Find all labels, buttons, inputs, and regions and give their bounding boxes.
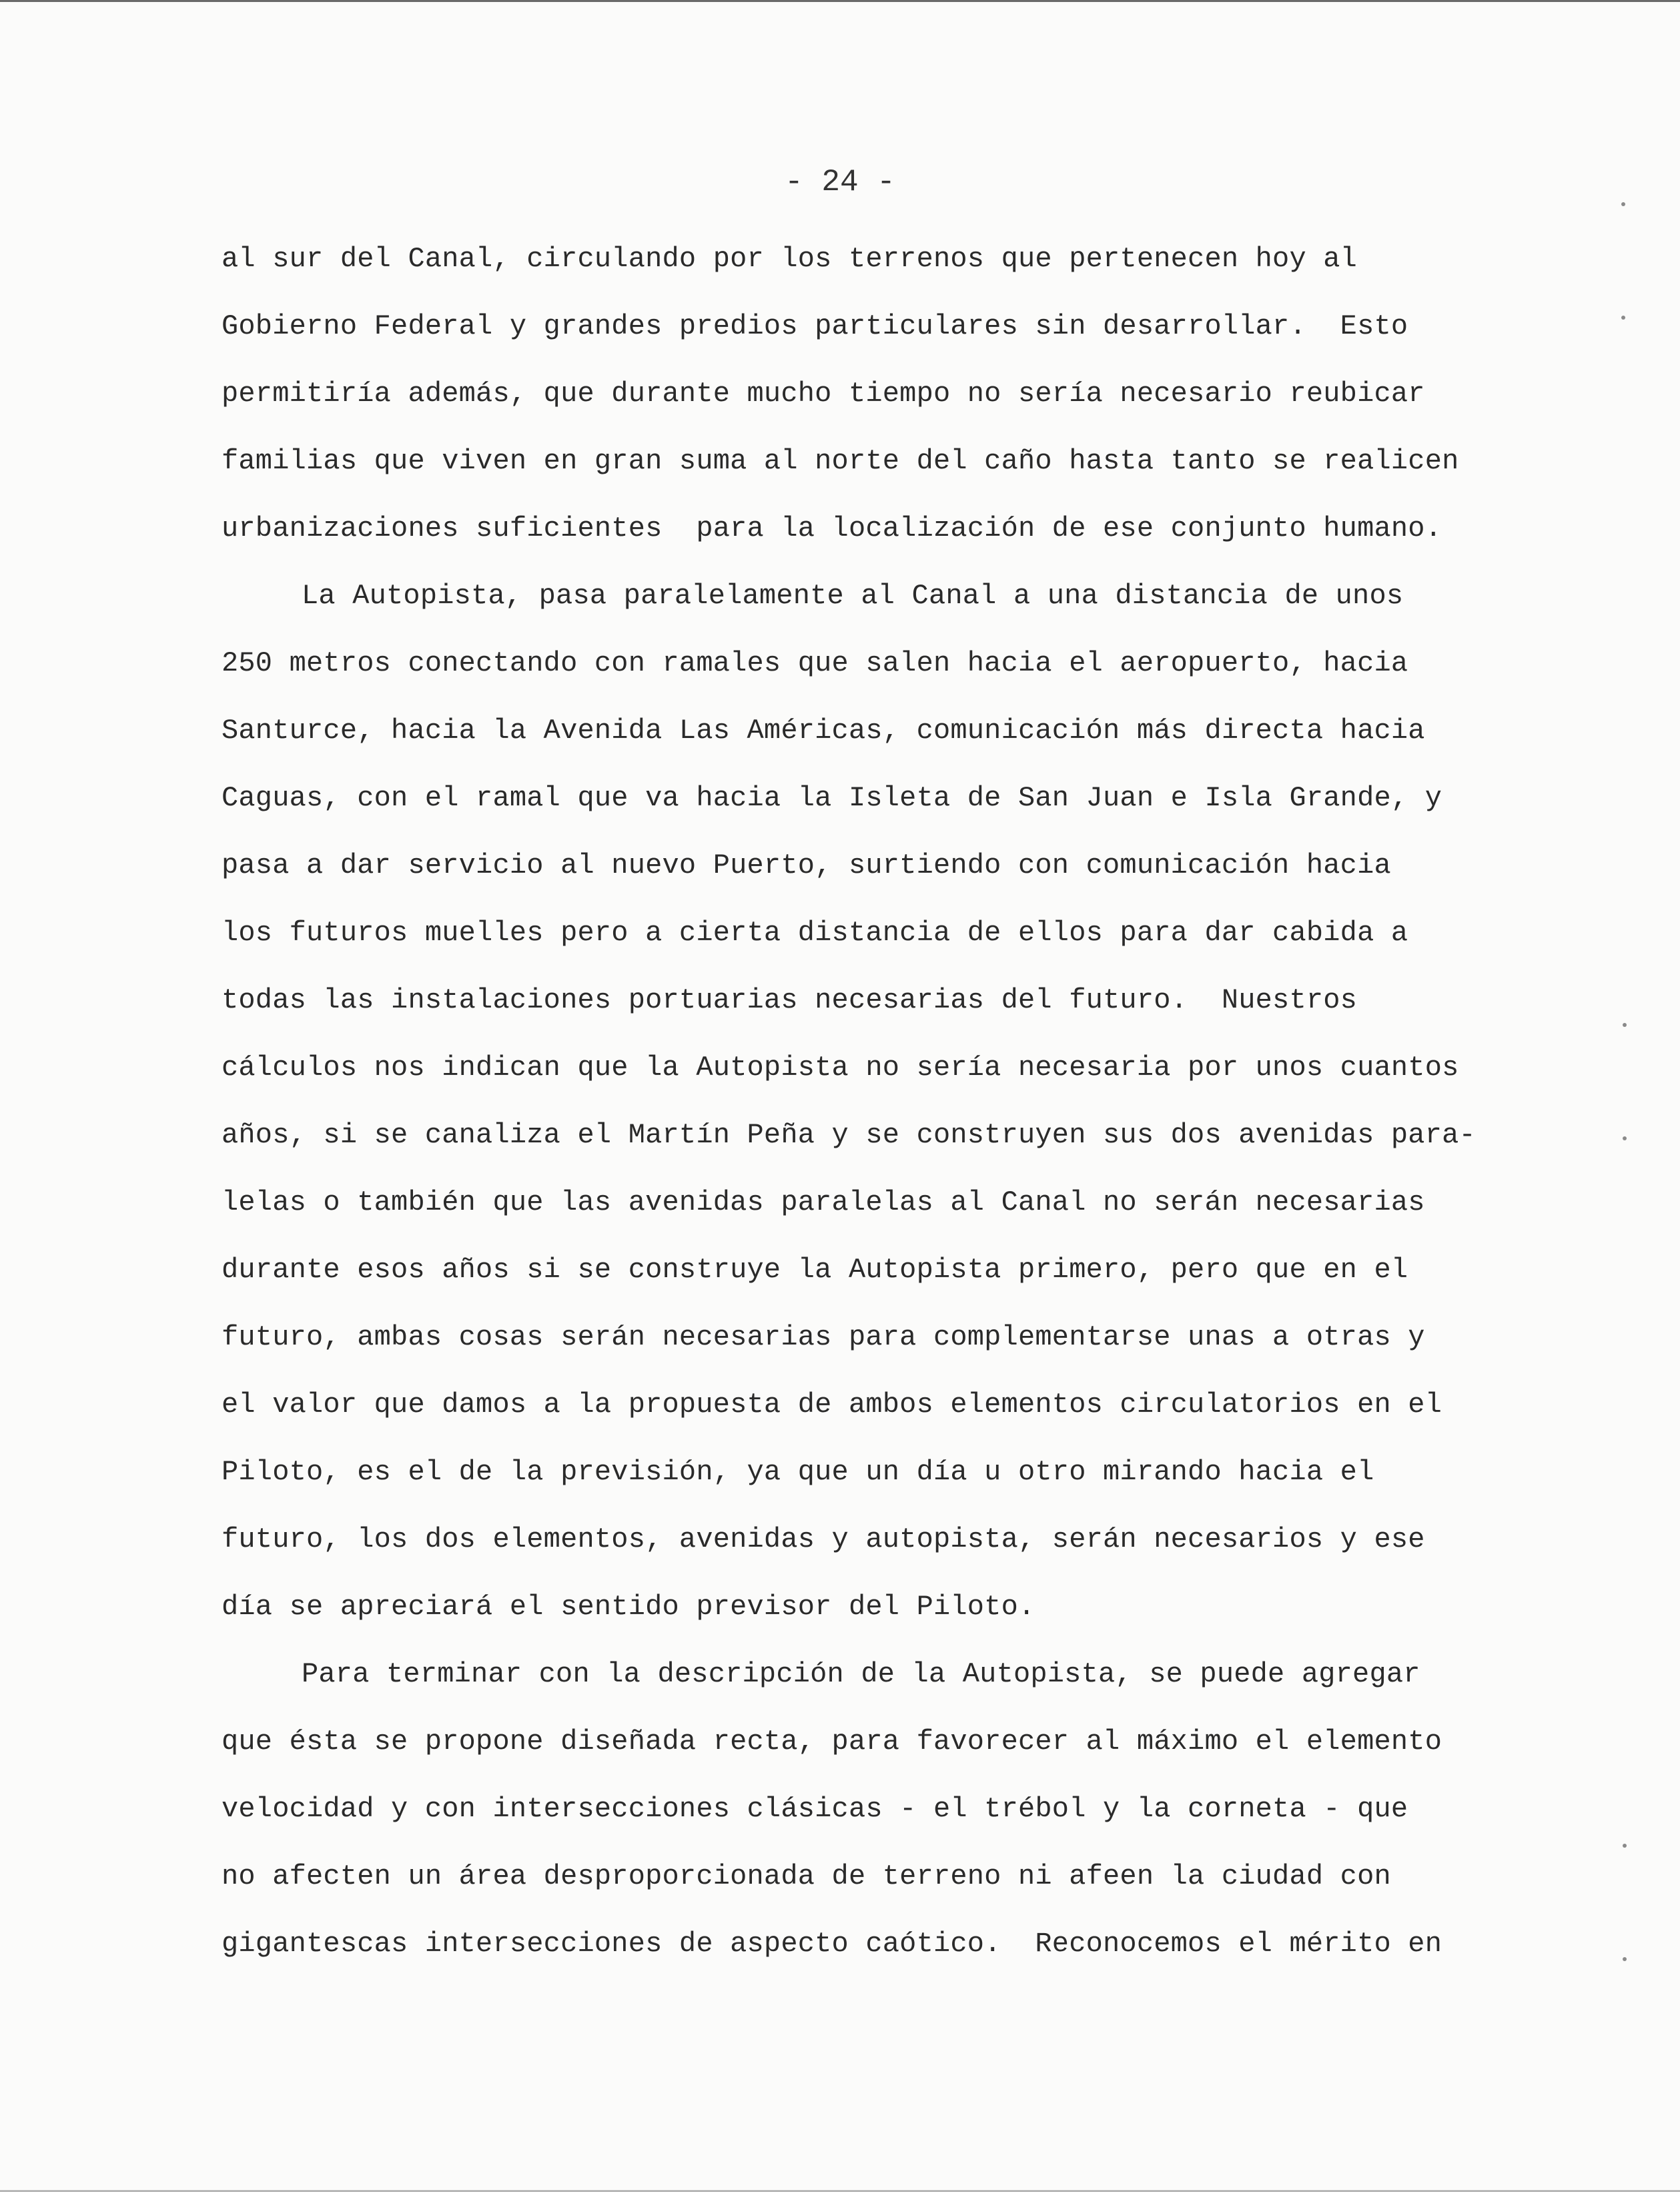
paragraph-first-line: Para terminar con la descripción de la Autopista, se puede agregar xyxy=(302,1658,1420,1690)
scan-speck xyxy=(1621,202,1625,206)
text-line: al sur del Canal, circulando por los terrenos que pertenecen hoy al xyxy=(222,243,1358,275)
scan-speck xyxy=(1623,1023,1627,1027)
text-line: día se apreciará el sentido previsor del Piloto. xyxy=(222,1591,1035,1623)
text-line: pasa a dar servicio al nuevo Puerto, surtiendo con comunicación hacia xyxy=(222,849,1391,881)
text-line: familias que viven en gran suma al norte del caño hasta tanto se realicen xyxy=(222,445,1459,477)
text-line: no afecten un área desproporcionada de terreno ni afeen la ciudad con xyxy=(222,1860,1391,1892)
scan-speck xyxy=(1621,316,1625,320)
scan-speck xyxy=(1623,1844,1627,1848)
text-line: años, si se canaliza el Martín Peña y se construyen sus dos avenidas para- xyxy=(222,1119,1476,1151)
text-line: urbanizaciones suficientes para la localización de ese conjunto humano. xyxy=(222,512,1442,544)
page-number: - 24 - xyxy=(785,165,895,200)
text-line: futuro, ambas cosas serán necesarias para complementarse unas a otras y xyxy=(222,1321,1425,1353)
text-line: permitiría además, que durante mucho tiempo no sería necesario reubicar xyxy=(222,378,1425,410)
text-line: todas las instalaciones portuarias necesarias del futuro. Nuestros xyxy=(222,984,1358,1016)
text-line: cálculos nos indican que la Autopista no sería necesaria por unos cuantos xyxy=(222,1052,1459,1084)
body-text xyxy=(222,236,1476,1988)
text-line: durante esos años si se construye la Autopista primero, pero que en el xyxy=(222,1254,1408,1286)
text-line: velocidad y con intersecciones clásicas - el trébol y la corneta - que xyxy=(222,1793,1408,1825)
text-line: Piloto, es el de la previsión, ya que un día u otro mirando hacia el xyxy=(222,1456,1374,1488)
text-line: que ésta se propone diseñada recta, para favorecer al máximo el elemento xyxy=(222,1726,1442,1758)
text-line: Gobierno Federal y grandes predios particulares sin desarrollar. Esto xyxy=(222,310,1408,342)
scan-speck xyxy=(1623,1957,1627,1961)
text-line: futuro, los dos elementos, avenidas y autopista, serán necesarios y ese xyxy=(222,1523,1425,1555)
text-line: gigantescas intersecciones de aspecto caótico. Reconocemos el mérito en xyxy=(222,1928,1442,1960)
text-line: Caguas, con el ramal que va hacia la Isleta de San Juan e Isla Grande, y xyxy=(222,782,1442,814)
paragraph-first-line: La Autopista, pasa paralelamente al Canal a una distancia de unos xyxy=(302,580,1404,612)
text-line: lelas o también que las avenidas paralelas al Canal no serán necesarias xyxy=(222,1186,1425,1218)
text-line: Santurce, hacia la Avenida Las Américas, comunicación más directa hacia xyxy=(222,715,1425,747)
scan-speck xyxy=(1623,1136,1627,1140)
text-line: 250 metros conectando con ramales que salen hacia el aeropuerto, hacia xyxy=(222,647,1408,679)
text-line: los futuros muelles pero a cierta distancia de ellos para dar cabida a xyxy=(222,917,1408,949)
text-line: el valor que damos a la propuesta de ambos elementos circulatorios en el xyxy=(222,1389,1442,1421)
